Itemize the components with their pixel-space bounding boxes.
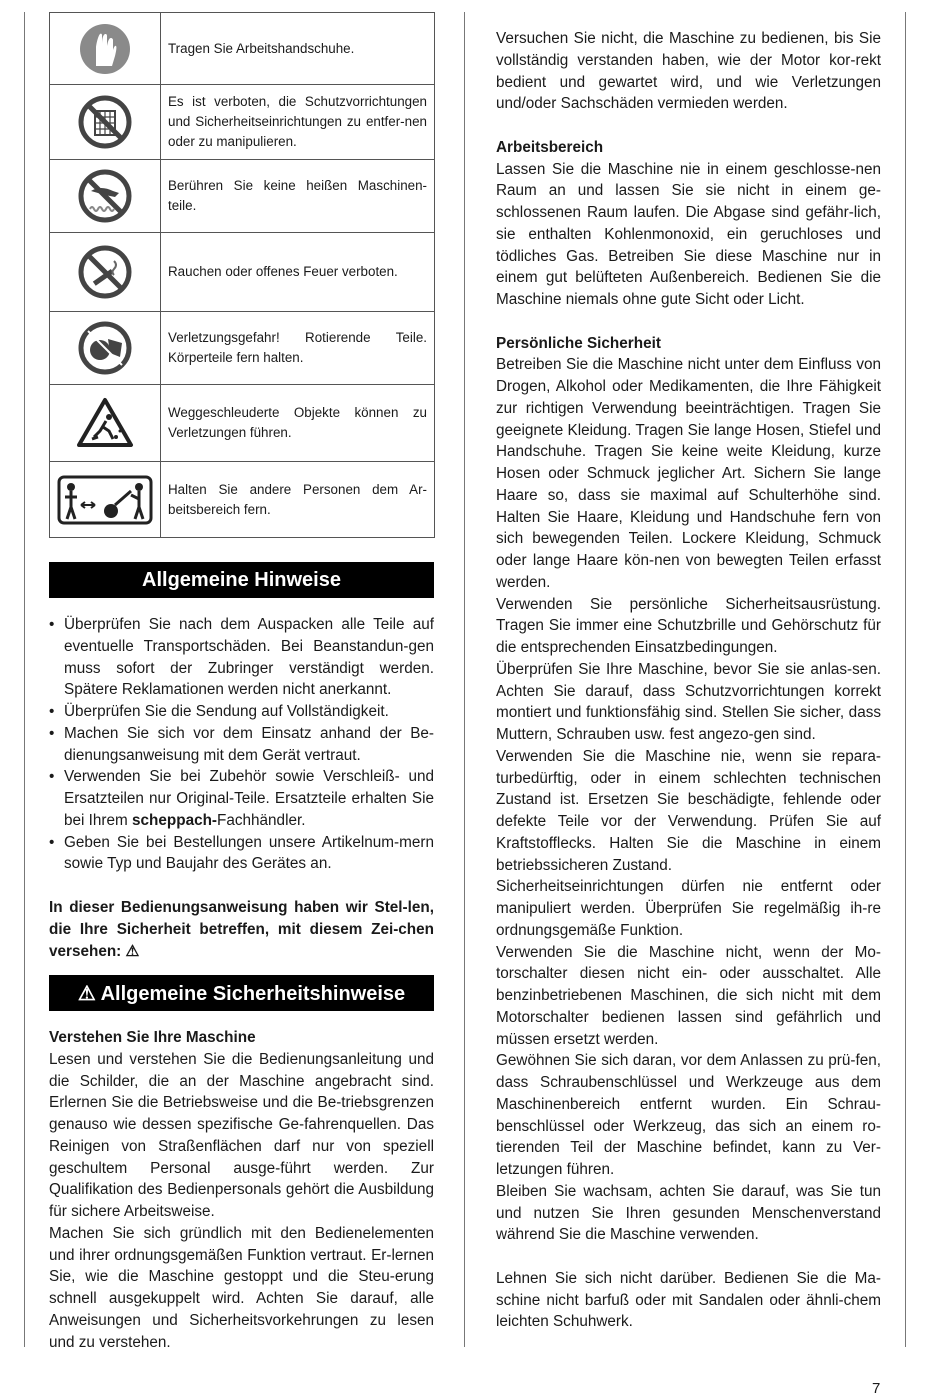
paragraph: Lehnen Sie sich nicht darüber. Bedienen Sie die Ma-schine nicht barfuß oder mit Sandalen oder ähnli-chem leichten Schuhwerk. — [496, 1269, 881, 1331]
paragraph: Verwenden Sie die Maschine nicht, wenn der Mo-torschalter diesen nicht ein- oder ausschaltet. Alle benzinbetriebenen Maschinen, die sich nicht mit dem Motorschalter bedienen lassen sind gefährlich und müssen ersetzt werden. — [496, 943, 881, 1048]
symbol-row — [50, 160, 434, 233]
paragraph: Lesen und verstehen Sie die Bedienungsanleitung und die Schilder, die an der Maschine angebracht sind. Erlernen Sie die Betriebsweise und die Be-triebsgrenzen genauso wie dessen spezifische Ge-fahrenquellen. Das Reinigen von Straßenflächen darf nur von speziell geschultem Personal ausge-führt werden. Zur Qualifikation des Bedienpersonals gehört die Ausbildung für sichere Arbeitsweise. — [49, 1050, 434, 1220]
keep-distance-icon — [50, 462, 161, 537]
paragraph: Gewöhnen Sie sich daran, vor dem Anlassen zu prü-fen, dass Schraubenschlüssel und Werkzeuge aus dem Maschinenbereich entfernt wurden. Ein Schrau-benschlüssel oder Werkzeug, das sich an einem ro-tierenden Teil der Maschine befindet, kann zu Ver-letzungen führen. — [496, 1052, 881, 1178]
section-heading: Arbeitsbereich — [496, 138, 604, 156]
symbol-text: Rauchen oder offenes Feuer verboten. — [168, 264, 398, 279]
section-heading: Persönliche Sicherheit — [496, 334, 661, 352]
symbol-row — [50, 85, 434, 160]
paragraph: Versuchen Sie nicht, die Maschine zu bedienen, bis Sie vollständig verstanden haben, wie der Motor kor-rekt bedient und gewartet wird, und wie Verletzungen und/oder Sachschäden vermieden werden. — [496, 30, 881, 113]
center-column-rule — [464, 12, 465, 1347]
safety-heading: ⚠ Allgemeine Sicherheitshinweise — [49, 975, 434, 1011]
brand-name: scheppach- — [132, 811, 218, 829]
symbol-text: Verletzungsgefahr! Rotierende Teile. Körperteile fern halten. — [168, 330, 427, 365]
page-number: 7 — [872, 1380, 881, 1397]
no-hot-surface-icon — [50, 160, 161, 232]
paragraph: Betreiben Sie die Maschine nicht unter dem Einfluss von Drogen, Alkohol oder Medikamenten, die Ihre Fähigkeit zur richtigen Verwendung beeinträchtigen. Tragen Sie geeignete Kleidung. Tragen Sie lange Hosen, Stiefel und Handschuhe. Tragen Sie keine weite Kleidung, kurze Hosen oder Schmuck jeglicher Art. Sichern Sie lange Haare so, dass sie maximal auf Schulterhöhe sind. Halten Sie Haare, Kleidung und Handschuhe fern von sich bewegenden Teilen. Lockere Kleidung, Schmuck oder lange Haare kön-nen von bewegten Teilen erfasst werden. — [496, 356, 881, 591]
symbol-text: Halten Sie andere Personen dem Ar-beitsbereich fern. — [168, 481, 427, 517]
thrown-objects-warning-icon — [50, 385, 161, 461]
no-smoking-icon — [50, 233, 161, 311]
gloves-icon — [50, 13, 161, 84]
symbol-row — [50, 233, 434, 312]
rotating-parts-icon — [50, 312, 161, 384]
paragraph: Verwenden Sie die Maschine nie, wenn sie repara-turbedürftig, oder in einem schlechten technischen Zustand ist. Ersetzen Sie beschädigte, fehlende oder defekte Teile vor der Verwendung. Prüfen Sie auf Kraftstofflecks. Halten Sie die Maschine in einem betriebssicheren Zustand. — [496, 747, 881, 874]
warning-symbol-note: In dieser Bedienungsanweisung haben wir Stel-len, die Ihre Sicherheit betreffen, mit diesem Zei-chen versehen: ⚠ — [49, 899, 434, 960]
paragraph: Machen Sie sich gründlich mit den Bedienelementen und ihrer ordnungsgemäßen Funktion vertraut. Er-lernen Sie, wie die Maschine gestoppt und die Steu-erung schnell ausgekuppelt wird. Achten Sie darauf, alle Anweisungen und Sicherheitsvorkehrungen zu lesen und zu verstehen. — [49, 1224, 434, 1351]
left-margin-rule — [24, 12, 25, 1347]
paragraph: Verwenden Sie persönliche Sicherheitsausrüstung. Tragen Sie immer eine Schutzbrille und Gehörschutz für die entsprechenden Einsatzbedingungen. — [496, 595, 881, 656]
right-column-safety-text — [496, 28, 881, 1333]
list-item: • Geben Sie bei Bestellungen unsere Artikelnum-mern sowie Typ und Baujahr des Gerätes an. — [49, 832, 434, 876]
paragraph: Lassen Sie die Maschine nie in einem geschlosse-nen Raum an und lassen Sie sie nicht in einem ge-schlossenen Raum laufen. Die Abgase sind gefähr-lich, sie enthalten Kohlenmonoxid, ein geruchloses und tödliches Gas. Betreiben Sie diese Maschine nur in einem gut belüfteten Außenbereich. Bedienen Sie die Maschine niemals ohne gute Sicht oder Licht. — [496, 160, 881, 308]
symbol-text: Weggeschleuderte Objekte können zu Verletzungen führen. — [168, 405, 427, 440]
symbol-row — [50, 385, 434, 462]
general-notes-heading: Allgemeine Hinweise — [49, 562, 434, 598]
symbol-row — [50, 13, 434, 85]
paragraph: Bleiben Sie wachsam, achten Sie darauf, was Sie tun und nutzen Sie Ihren gesunden Menschenverstand während Sie die Maschine verwenden. — [496, 1182, 881, 1244]
list-item — [49, 766, 434, 831]
safety-symbols-table — [49, 12, 435, 538]
symbol-row — [50, 312, 434, 385]
right-margin-rule — [905, 12, 906, 1347]
symbol-text: Es ist verboten, die Schutzvorrichtungen und Sicherheitseinrichtungen zu entfer-nen oder zu manipulieren. — [168, 94, 427, 149]
list-item: • Überprüfen Sie nach dem Auspacken alle Teile auf eventuelle Transportschäden. Bei Beanstandun-gen muss sofort der Zubringer verständigt werden. Spätere Reklamationen werden nicht anerkannt. — [49, 614, 434, 701]
symbol-text: Tragen Sie Arbeitshandschuhe. — [168, 40, 355, 56]
list-item: • Überprüfen Sie die Sendung auf Vollständigkeit. — [49, 701, 434, 723]
symbol-row — [50, 462, 434, 537]
list-item-text: Fachhändler. — [217, 811, 306, 829]
paragraph: Sicherheitseinrichtungen dürfen nie entfernt oder manipuliert werden. Überprüfen Sie regelmäßig ih-re ordnungsgemäße Funktion. — [496, 878, 881, 939]
general-notes-list — [49, 614, 434, 875]
list-item-text: Verwenden Sie bei Zubehör sowie Verschleiß- und Ersatzteilen nur Original-Teile. Ersatzteile erhalten Sie bei Ihrem — [64, 768, 434, 829]
section-heading: Verstehen Sie Ihre Maschine — [49, 1029, 256, 1046]
list-item: • Machen Sie sich vor dem Einsatz anhand der Be-dienungsanweisung mit dem Gerät vertraut. — [49, 723, 434, 767]
paragraph: Überprüfen Sie Ihre Maschine, bevor Sie sie anlas-sen. Achten Sie darauf, dass Schutzvorrichtungen korrekt montiert und funktionsfähig sind. Stellen Sie sicher, dass Muttern, Schrauben usw. fest angezo-gen sind. — [496, 660, 881, 743]
no-tamper-guard-icon — [50, 85, 161, 159]
left-column-safety-text — [49, 1027, 434, 1353]
symbol-text: Berühren Sie keine heißen Maschinen-teile. — [168, 178, 427, 213]
